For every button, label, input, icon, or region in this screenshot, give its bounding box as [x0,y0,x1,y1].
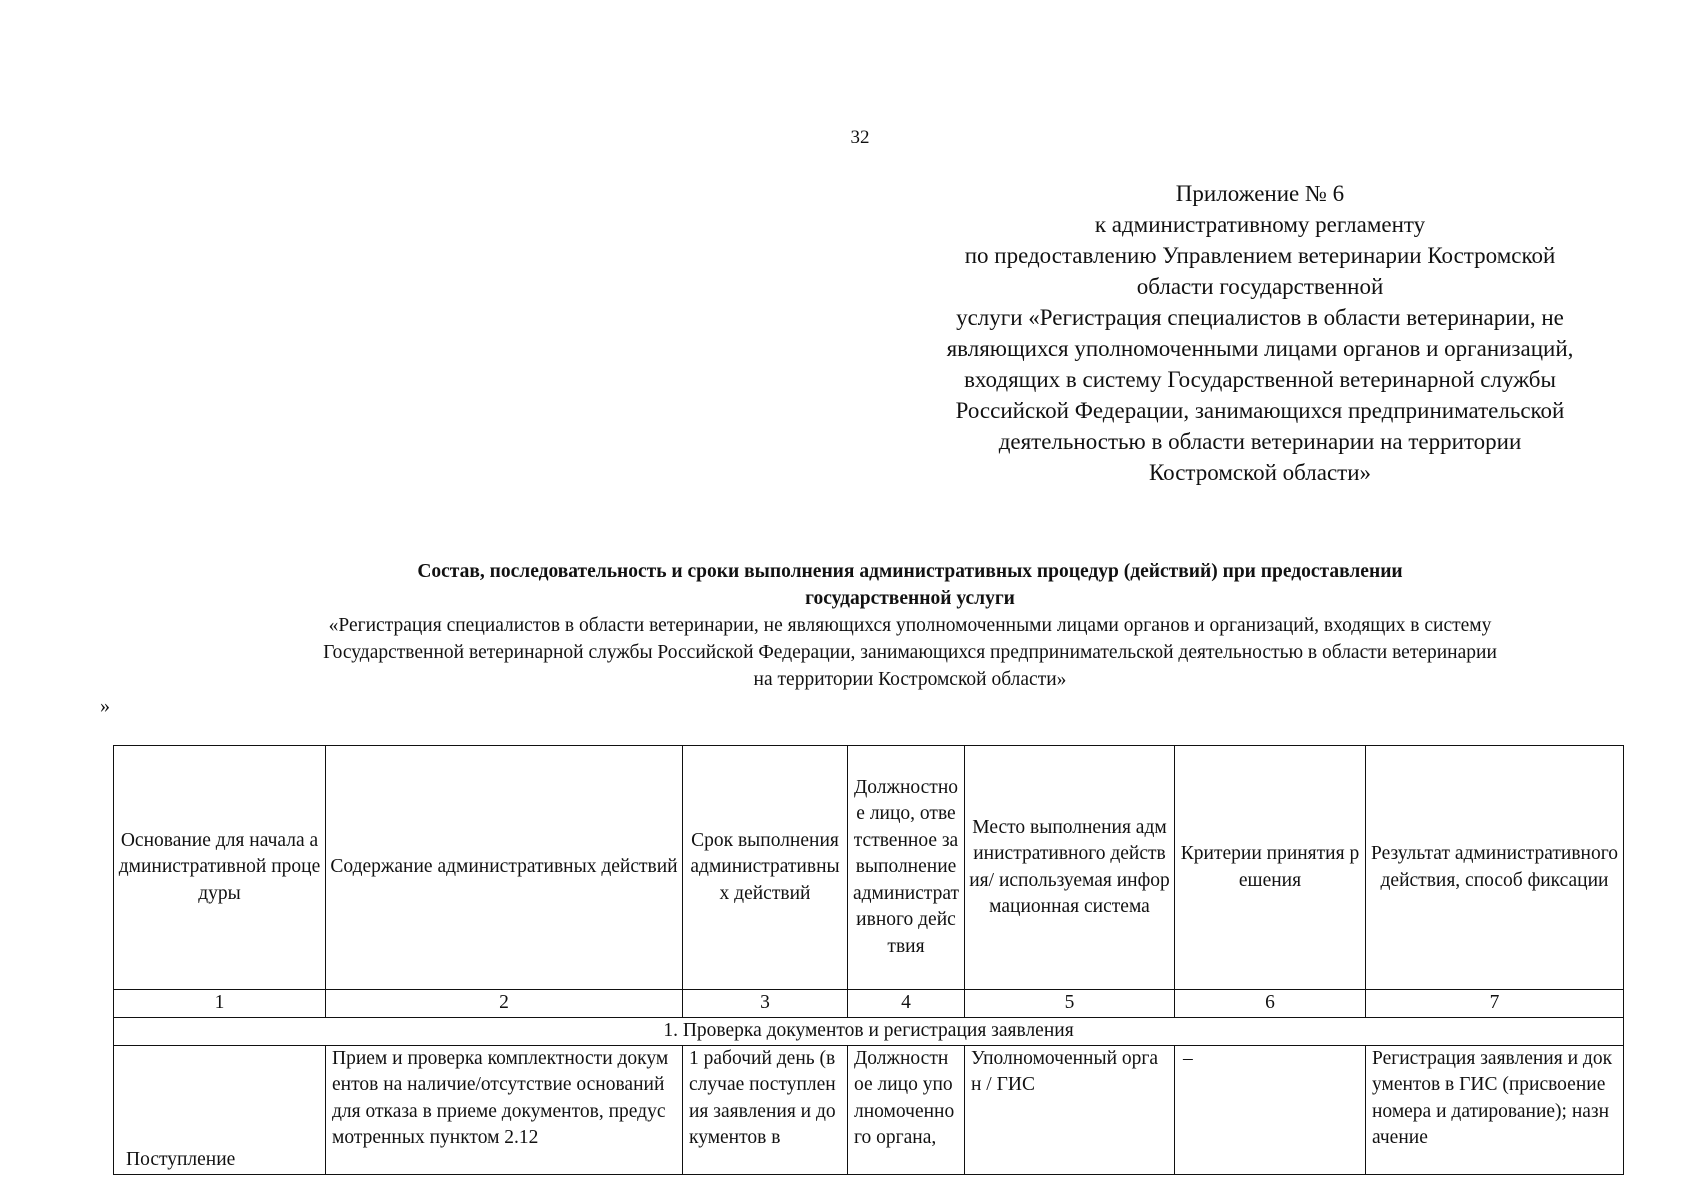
appendix-line: Приложение № 6 [1175,181,1345,206]
column-number: 5 [965,990,1175,1018]
section-row [114,1017,1624,1045]
appendix-line: Российской Федерации, занимающихся предпринимательской [955,398,1565,423]
appendix-line: входящих в систему Государственной ветеринарной службы [964,367,1556,392]
column-number: 7 [1366,990,1624,1018]
appendix-line: к административному регламенту [1094,212,1426,237]
title-bold-line: государственной услуги [805,588,1015,609]
appendix-line: Костромской области» [1148,460,1372,485]
column-number: 6 [1175,990,1366,1018]
title-bold-line: Состав, последовательность и сроки выполнения административных процедур (действий) при предоставлении [417,561,1403,582]
table-header-row [114,746,1624,990]
header-content: Содержание административных действий [326,746,683,990]
column-number: 4 [848,990,965,1018]
column-number: 3 [683,990,848,1018]
cell-result: Регистрация заявления и документов в ГИС (присвоение номера и датирование); назначение [1366,1045,1624,1174]
cell-place: Уполномоченный орган / ГИС [965,1045,1175,1174]
column-numbers-row [114,990,1624,1018]
document-title [150,558,1670,693]
procedures-table [113,745,1624,1175]
closing-quote: » [100,695,110,717]
appendix-line: являющихся уполномоченными лицами органов и организаций, [946,336,1574,361]
column-number: 2 [326,990,683,1018]
header-criteria: Критерии принятия решения [1175,746,1366,990]
title-line: «Регистрация специалистов в области ветеринарии, не являющихся уполномоченными лицами органов и организаций, входящих в систему [328,615,1492,636]
cell-criteria: – [1175,1045,1366,1174]
header-basis: Основание для начала административной процедуры [114,746,326,990]
appendix-block [860,178,1660,488]
appendix-line: по предоставлению Управлением ветеринарии Костромской [964,243,1556,268]
appendix-line: услуги «Регистрация специалистов в области ветеринарии, не [956,305,1564,330]
title-line: на территории Костромской области» [753,669,1067,690]
header-responsible: Должностное лицо, ответственное за выполнение административного действия [848,746,965,990]
page-number: 32 [850,127,870,148]
cell-content: Прием и проверка комплектности документов на наличие/отсутствие оснований для отказа в приеме документов, предусмотренных пунктом 2.12 [326,1045,683,1174]
column-number: 1 [114,990,326,1018]
cell-basis: Поступление [114,1045,326,1174]
header-term: Срок выполнения административных действий [683,746,848,990]
cell-term: 1 рабочий день (в случае поступления заявления и документов в [683,1045,848,1174]
cell-responsible: Должностное лицо уполномоченного органа, [848,1045,965,1174]
section-title: 1. Проверка документов и регистрация заявления [114,1017,1624,1045]
title-line: Государственной ветеринарной службы Российской Федерации, занимающихся предпринимательской деятельностью в области ветеринарии [323,642,1497,663]
header-result: Результат административного действия, способ фиксации [1366,746,1624,990]
appendix-line: деятельностью в области ветеринарии на территории [998,429,1522,454]
appendix-line: области государственной [1136,274,1384,299]
header-place: Место выполнения административного действия/ используемая информационная система [965,746,1175,990]
table-row [114,1045,1624,1174]
